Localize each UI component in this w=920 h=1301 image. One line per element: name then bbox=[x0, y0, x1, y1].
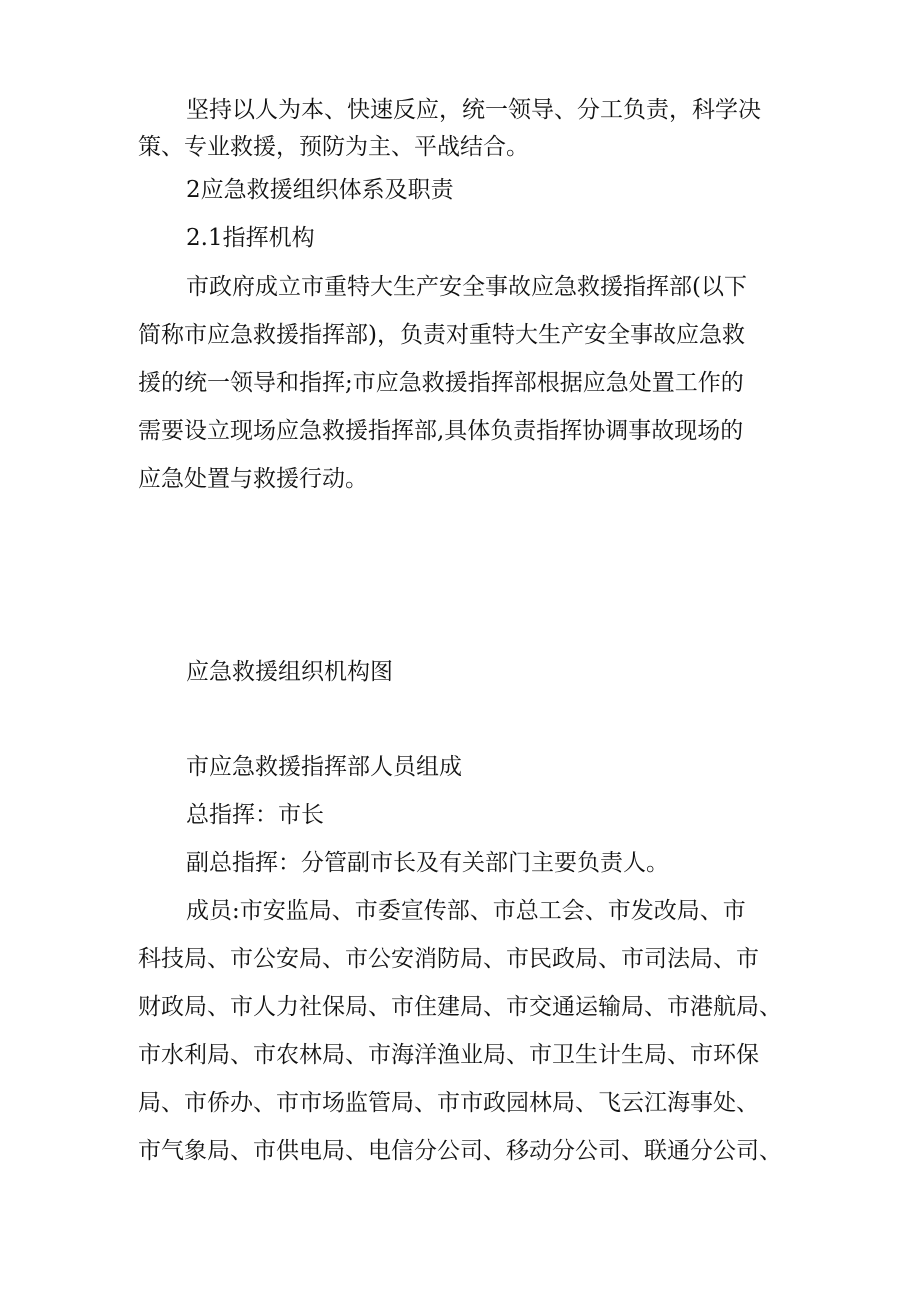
paragraph-line: 总指挥：市长 bbox=[186, 802, 324, 828]
paragraph-line: 副总指挥：分管副市长及有关部门主要负责人。 bbox=[186, 850, 669, 876]
paragraph-line: 援的统一领导和指挥;市应急救援指挥部根据应急处置工作的 bbox=[138, 370, 744, 396]
section-heading: 2应急救援组织体系及职责 bbox=[186, 177, 454, 203]
figure-caption: 应急救援组织机构图 bbox=[186, 659, 393, 685]
paragraph-line: 市政府成立市重特大生产安全事故应急救援指挥部(以下 bbox=[186, 274, 747, 300]
paragraph-line: 财政局、市人力社保局、市住建局、市交通运输局、市港航局、 bbox=[138, 994, 782, 1020]
paragraph-line: 坚持以人为本、快速反应，统一领导、分工负责，科学决 bbox=[186, 97, 761, 123]
paragraph-line: 需要设立现场应急救援指挥部,具体负责指挥协调事故现场的 bbox=[138, 418, 744, 444]
paragraph-line: 科技局、市公安局、市公安消防局、市民政局、市司法局、市 bbox=[138, 946, 759, 972]
paragraph-line: 市水利局、市农林局、市海洋渔业局、市卫生计生局、市环保 bbox=[138, 1042, 759, 1068]
paragraph-line: 局、市侨办、市市场监管局、市市政园林局、飞云江海事处、 bbox=[138, 1090, 759, 1116]
subsection-heading: 2.1指挥机构 bbox=[186, 225, 315, 251]
section-title: 市应急救援指挥部人员组成 bbox=[186, 754, 462, 780]
paragraph-line: 简称市应急救援指挥部)，负责对重特大生产安全事故应急救 bbox=[138, 322, 745, 348]
paragraph-line: 策、专业救援，预防为主、平战结合。 bbox=[138, 134, 529, 160]
paragraph-line: 成员:市安监局、市委宣传部、市总工会、市发改局、市 bbox=[186, 898, 746, 924]
paragraph-line: 市气象局、市供电局、电信分公司、移动分公司、联通分公司、 bbox=[138, 1138, 782, 1164]
paragraph-line: 应急处置与救援行动。 bbox=[138, 466, 368, 492]
